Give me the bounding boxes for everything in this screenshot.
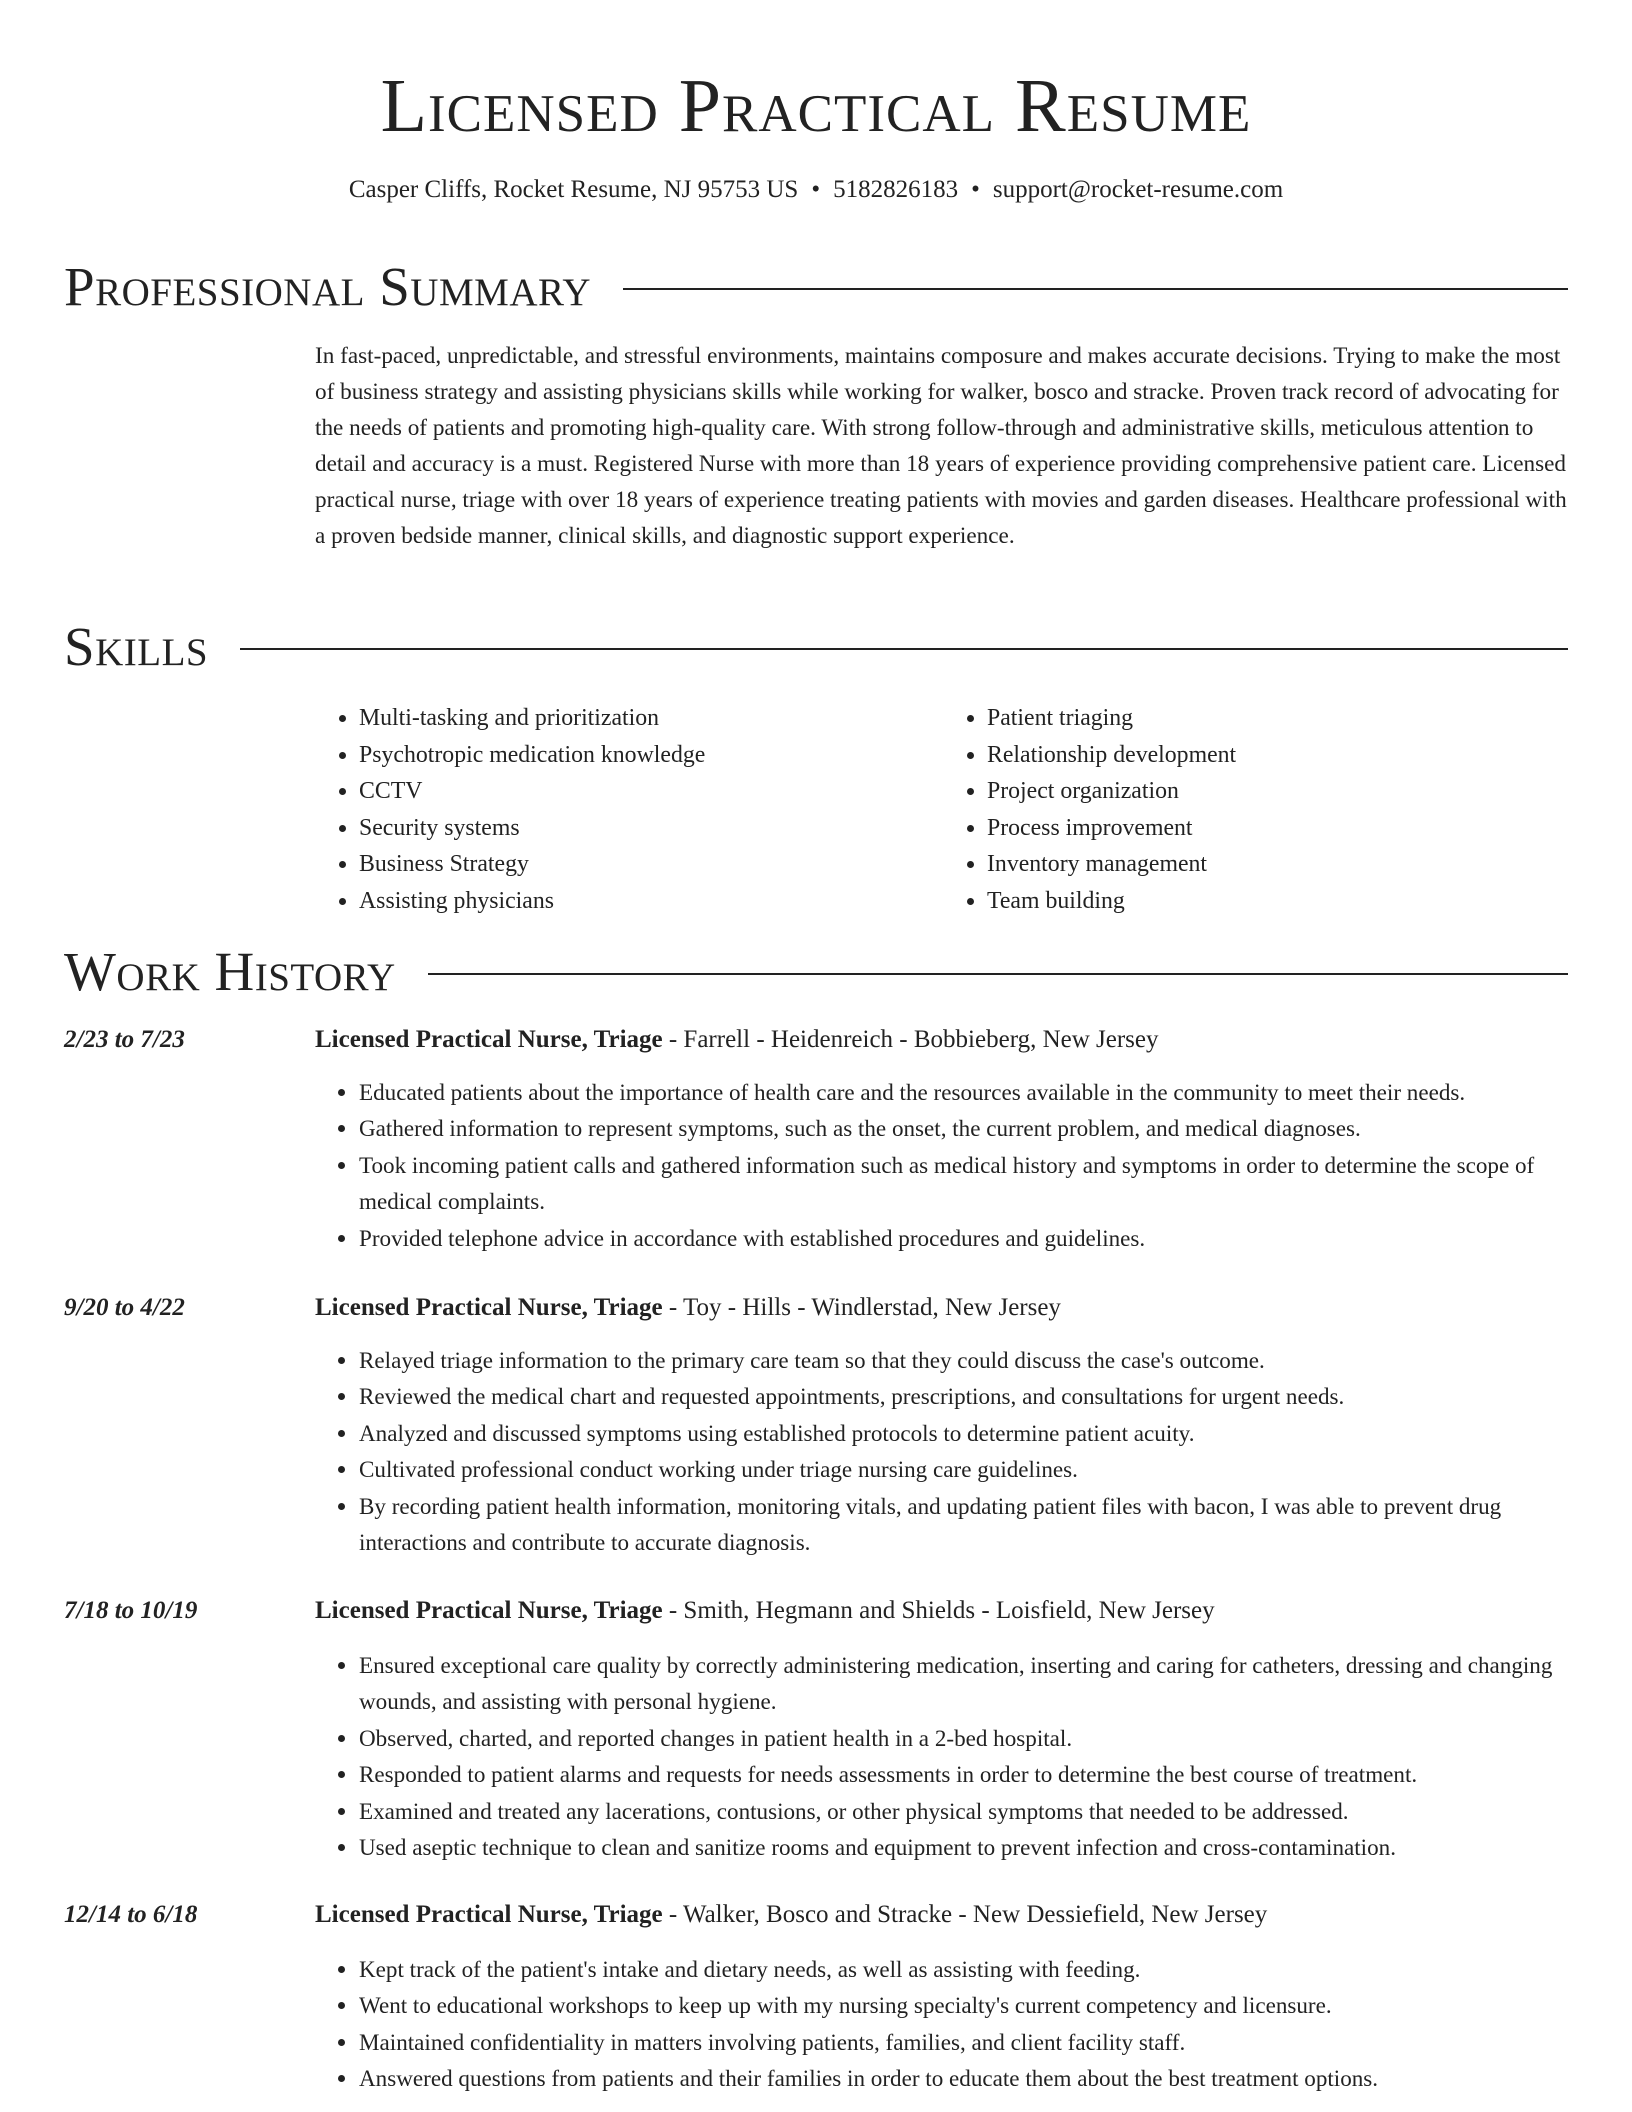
job-header — [315, 1022, 1159, 1058]
section-divider — [240, 648, 1568, 650]
skill-item: • Security systems — [359, 810, 943, 847]
skill-item: • Process improvement — [987, 810, 1571, 847]
job-header — [315, 1897, 1267, 1933]
job-bullets — [315, 1342, 1572, 1560]
job-company: - Farrell - Heidenreich - Bobbieberg, New Jersey — [662, 1026, 1159, 1053]
skills-column-left — [315, 700, 943, 919]
job-bullet: • Used aseptic technique to clean and sanitize rooms and equipment to prevent infection and cross-contamination. — [359, 1829, 1572, 1865]
job-company: - Walker, Bosco and Stracke - New Dessiefield, New Jersey — [662, 1901, 1268, 1928]
summary-text: In fast-paced, unpredictable, and stressful environments, maintains composure and makes accurate decisions. Trying to make the most of business strategy and assisting physicians skills while working for walker, bosco and stracke. Proven track record of advocating for the needs of patients and promoting high-quality care. With strong follow-through and administrative skills, meticulous attention to detail and accuracy is a must. Registered Nurse with more than 18 years of experience providing comprehensive patient care. Licensed practical nurse, triage with over 18 years of experience treating patients with movies and garden diseases. Healthcare professional with a proven bedside manner, clinical skills, and diagnostic support experience. — [315, 343, 1567, 549]
job-bullet: • Relayed triage information to the primary care team so that they could discuss the case's outcome. — [359, 1342, 1572, 1378]
job-dates: 7/18 to 10/19 — [64, 1597, 198, 1624]
job-title: Licensed Practical Nurse, Triage — [315, 1597, 663, 1624]
skill-item: • CCTV — [359, 773, 943, 810]
job-bullet: • Cultivated professional conduct working under triage nursing care guidelines. — [359, 1451, 1572, 1487]
job-bullet: • Maintained confidentiality in matters involving patients, families, and client facility staff. — [359, 2024, 1572, 2060]
job-company: - Smith, Hegmann and Shields - Loisfield, New Jersey — [662, 1597, 1215, 1624]
job-dates: 2/23 to 7/23 — [64, 1026, 185, 1053]
contact-address: Casper Cliffs, Rocket Resume, NJ 95753 US — [348, 176, 799, 203]
skill-item: • Psychotropic medication knowledge — [359, 737, 943, 774]
summary-heading-label: Professional Summary — [64, 256, 592, 317]
contact-line — [0, 172, 1632, 208]
skill-item: • Assisting physicians — [359, 883, 943, 920]
job-dates: 9/20 to 4/22 — [64, 1294, 185, 1321]
job-bullet: • Examined and treated any lacerations, contusions, or other physical symptoms that needed to be addressed. — [359, 1793, 1572, 1829]
job-bullet: • Reviewed the medical chart and requested appointments, prescriptions, and consultations for urgent needs. — [359, 1378, 1572, 1414]
skill-item: • Inventory management — [987, 846, 1571, 883]
skill-item: • Relationship development — [987, 737, 1571, 774]
job-title: Licensed Practical Nurse, Triage — [315, 1901, 663, 1928]
job-bullet: • Took incoming patient calls and gathered information such as medical history and symptoms in order to determine the scope of medical complaints. — [359, 1147, 1572, 1220]
job-bullet: • Ensured exceptional care quality by correctly administering medication, inserting and caring for catheters, dressing and changing wounds, and assisting with personal hygiene. — [359, 1647, 1572, 1720]
summary-section-heading — [64, 252, 1568, 322]
job-dates: 12/14 to 6/18 — [64, 1901, 198, 1928]
job-header — [315, 1290, 1061, 1326]
work-history-heading-label: Work History — [64, 941, 396, 1002]
contact-separator: • — [971, 176, 980, 203]
contact-separator: • — [811, 176, 821, 203]
contact-phone: 5182826183 — [833, 176, 959, 203]
job-title: Licensed Practical Nurse, Triage — [315, 1026, 663, 1053]
job-bullet: • By recording patient health information, monitoring vitals, and updating patient files with bacon, I was able to prevent drug interactions and contribute to accurate diagnosis. — [359, 1488, 1572, 1561]
job-bullets — [315, 1074, 1572, 1256]
job-bullet: • Kept track of the patient's intake and dietary needs, as well as assisting with feeding. — [359, 1951, 1572, 1987]
job-bullets — [315, 1647, 1572, 1865]
contact-email: support@rocket-resume.com — [992, 176, 1284, 203]
work-history-section-heading — [64, 937, 1568, 1007]
skills-heading-label: Skills — [64, 616, 209, 677]
candidate-name: Licensed Practical Resume — [380, 64, 1252, 148]
skill-item: • Team building — [987, 883, 1571, 920]
skills-list — [315, 700, 1571, 919]
job-company: - Toy - Hills - Windlerstad, New Jersey — [662, 1294, 1061, 1321]
job-title: Licensed Practical Nurse, Triage — [315, 1294, 663, 1321]
skill-item: • Business Strategy — [359, 846, 943, 883]
skill-item: • Patient triaging — [987, 700, 1571, 737]
job-bullet: • Gathered information to represent symptoms, such as the onset, the current problem, and medical diagnoses. — [359, 1110, 1572, 1146]
job-bullet: • Answered questions from patients and their families in order to educate them about the best treatment options. — [359, 2060, 1572, 2096]
job-bullet: • Responded to patient alarms and requests for needs assessments in order to determine the best course of treatment. — [359, 1756, 1572, 1792]
skills-column-right — [943, 700, 1571, 919]
skills-section-heading — [64, 612, 1568, 682]
skill-item: • Multi-tasking and prioritization — [359, 700, 943, 737]
job-bullet: • Observed, charted, and reported changes in patient health in a 2-bed hospital. — [359, 1720, 1572, 1756]
job-bullet: • Provided telephone advice in accordance with established procedures and guidelines. — [359, 1220, 1572, 1256]
skill-item: • Project organization — [987, 773, 1571, 810]
section-divider — [428, 973, 1568, 975]
job-bullet: • Analyzed and discussed symptoms using established protocols to determine patient acuity. — [359, 1415, 1572, 1451]
job-bullet: • Went to educational workshops to keep up with my nursing specialty's current competency and licensure. — [359, 1987, 1572, 2023]
job-header — [315, 1593, 1215, 1629]
section-divider — [623, 288, 1568, 290]
job-bullet: • Educated patients about the importance of health care and the resources available in the community to meet their needs. — [359, 1074, 1572, 1110]
job-bullets — [315, 1951, 1572, 2097]
